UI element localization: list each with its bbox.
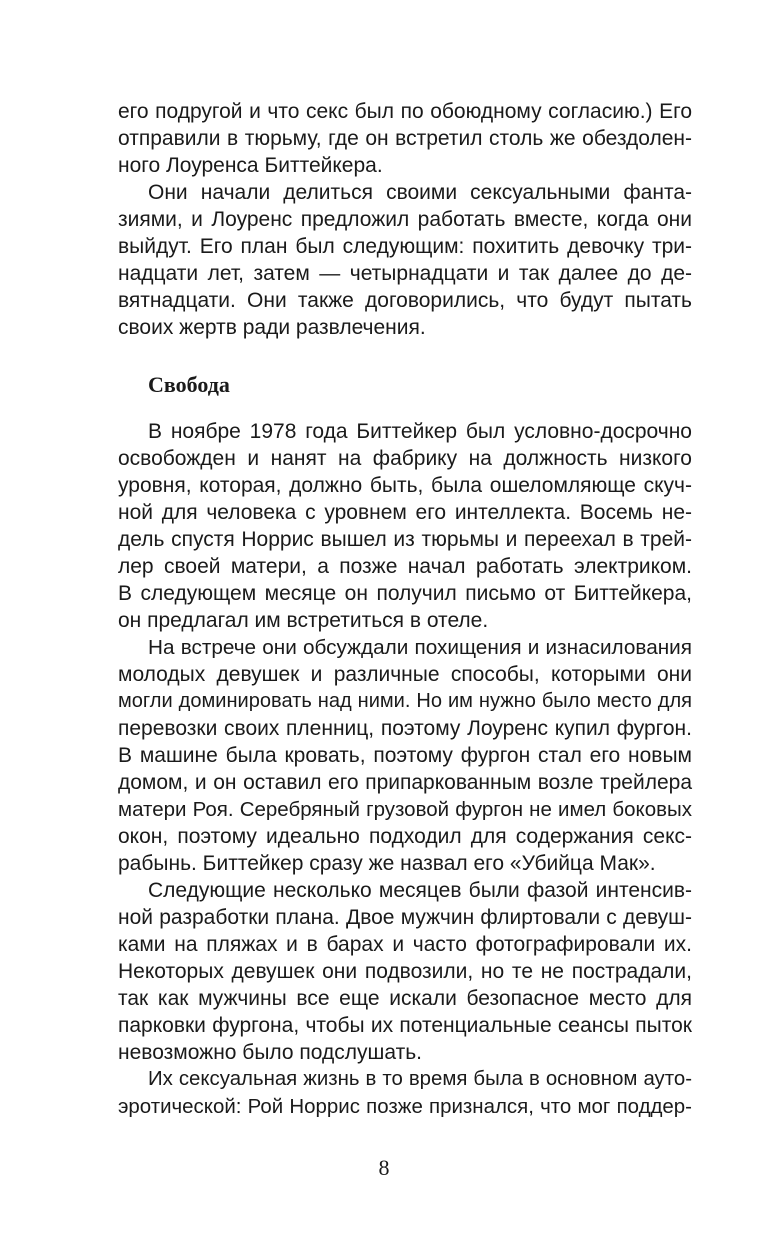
text-line: окон, поэтому идеально подходил для содержания секс- <box>118 825 692 848</box>
text-line: рабынь. Биттейкер сразу же назвал его «Убийца Мак». <box>118 852 656 875</box>
text-line: эротической: Рой Норрис позже признался, что мог поддер- <box>118 1095 692 1118</box>
text-line: Они начали делиться своими сексуальными фанта- <box>148 181 692 204</box>
text-line: освобожден и нанят на фабрику на должность низкого <box>118 447 692 470</box>
text-line: надцати лет, затем — четырнадцати и так далее до де- <box>118 262 692 285</box>
text-line: На встрече они обсуждали похищения и изнасилования <box>148 636 692 659</box>
text-line: могли доминировать над ними. Но им нужно было место для <box>118 690 692 712</box>
text-line: уровня, которая, должно быть, была ошеломляюще скуч- <box>118 474 692 497</box>
text-line: ной разработки плана. Двое мужчин флиртовали с девуш- <box>118 906 692 929</box>
text-line: так как мужчины все еще искали безопасное место для <box>118 987 692 1010</box>
text-line: он предлагал им встретиться в отеле. <box>118 609 489 632</box>
text-line: ного Лоуренса Биттейкера. <box>118 154 383 177</box>
text-line: В ноябре 1978 года Биттейкер был условно-досрочно <box>148 420 692 443</box>
text-line: невозможно было подслушать. <box>118 1041 422 1064</box>
text-line: Их сексуальная жизнь в то время была в основном ауто- <box>148 1068 692 1090</box>
text-line: его подругой и что секс был по обоюдному согласию.) Его <box>118 100 692 123</box>
text-line: молодых девушек и различные способы, которыми они <box>118 663 692 686</box>
text-line: зиями, и Лоуренс предложил работать вместе, когда они <box>118 208 692 231</box>
text-line: ной для человека с уровнем его интеллекта. Восемь не- <box>118 501 692 524</box>
text-line: В следующем месяце он получил письмо от Биттейкера, <box>118 582 692 605</box>
text-line: В машине была кровать, поэтому фургон стал его новым <box>118 744 692 767</box>
text-line: выйдут. Его план был следующим: похитить девочку три- <box>118 235 692 258</box>
text-line: ками на пляжах и в барах и часто фотографировали их. <box>118 933 692 956</box>
text-line: вятнадцати. Они также договорились, что будут пытать <box>118 289 692 312</box>
text-line: домом, и он оставил его припаркованным возле трейлера <box>118 771 692 794</box>
text-line: Следующие несколько месяцев были фазой интенсив- <box>148 879 692 902</box>
text-line: своих жертв ради развлечения. <box>118 316 426 339</box>
text-line: лер своей матери, а позже начал работать электриком. <box>118 555 692 578</box>
section-heading: Свобода <box>148 372 230 397</box>
text-line: парковки фургона, чтобы их потенциальные сеансы пыток <box>118 1014 692 1037</box>
text-line: перевозки своих пленниц, поэтому Лоуренс купил фургон. <box>118 717 692 740</box>
page-number: 8 <box>378 1155 390 1180</box>
text-line: отправили в тюрьму, где он встретил столь же обездолен- <box>118 127 692 150</box>
text-line: Некоторых девушек они подвозили, но те не пострадали, <box>118 960 692 983</box>
text-line: матери Роя. Серебряный грузовой фургон не имел боковых <box>118 798 692 821</box>
text-line: дель спустя Норрис вышел из тюрьмы и переехал в трей- <box>118 528 692 551</box>
